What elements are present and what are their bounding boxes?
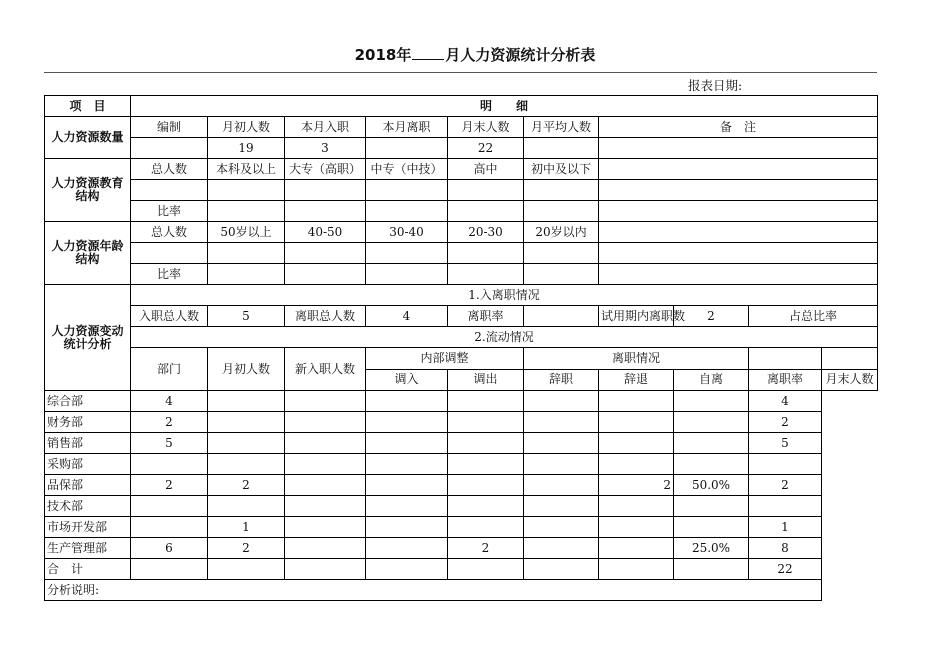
flow-resign-cell[interactable] [448,433,524,454]
flow-end-cell[interactable]: 5 [749,433,822,454]
table-row [45,454,878,475]
flow-resign-cell[interactable] [448,517,524,538]
flow-end-cell[interactable]: 1 [749,517,822,538]
flow-dismiss-cell[interactable] [524,496,599,517]
flow-start-cell[interactable]: 2 [131,475,208,496]
age-ratio-label: 比率 [131,264,208,285]
flow-new-cell[interactable] [208,391,285,412]
age-30-40: 30-40 [366,222,448,243]
flow-new-cell[interactable] [208,412,285,433]
cell[interactable] [208,243,285,264]
flow-resign-cell[interactable]: 2 [448,538,524,559]
flow-self-cell[interactable] [599,496,674,517]
flow-self-cell[interactable] [599,538,674,559]
flow-col-dismiss: 辞退 [599,369,674,391]
age-over-50: 50岁以上 [208,222,285,243]
cell[interactable] [524,264,599,285]
flow-rate-cell[interactable] [674,454,749,475]
age-section-label: 人力资源年龄结构 [45,222,131,285]
share-label: 占总比率 [749,306,878,327]
age-total: 总人数 [131,222,208,243]
flow-col-start: 月初人数 [208,348,285,391]
flow-out-cell[interactable] [366,496,448,517]
age-40-50: 40-50 [285,222,366,243]
cell[interactable] [285,180,366,201]
flow-end-cell[interactable]: 2 [749,412,822,433]
turnover-rate-label: 离职率 [448,306,524,327]
dept-name-cell: 生产管理部 [45,538,131,559]
flow-out-cell[interactable] [366,391,448,412]
flow-self-cell[interactable] [599,433,674,454]
dept-name-cell: 合 计 [45,559,131,580]
analysis-note[interactable]: 分析说明: [45,580,822,601]
flow-resign-cell[interactable] [448,412,524,433]
table-row [45,475,878,496]
flow-col-dept: 部门 [131,348,208,391]
value-month-end[interactable]: 22 [448,138,524,159]
flow-rate-cell[interactable] [674,517,749,538]
quantity-section-label: 人力资源数量 [45,117,131,159]
flow-in-cell[interactable] [285,559,366,580]
dept-name-cell: 销售部 [45,433,131,454]
cell[interactable] [599,201,878,222]
flow-end-cell[interactable] [749,496,822,517]
flow-rate-cell[interactable] [674,412,749,433]
edu-junior: 初中及以下 [524,159,599,180]
flow-col-new: 新入职人数 [285,348,366,391]
cell[interactable] [208,264,285,285]
flow-col-self: 自离 [674,369,749,391]
cell[interactable] [599,180,878,201]
edu-college: 大专（高职） [285,159,366,180]
cell[interactable] [285,201,366,222]
flow-col-in: 调入 [366,369,448,391]
age-20-30: 20-30 [448,222,524,243]
flow-end-cell[interactable]: 22 [749,559,822,580]
flow-end-cell[interactable]: 2 [749,475,822,496]
flow-out-cell[interactable] [366,538,448,559]
flow-in-cell[interactable] [285,433,366,454]
flow-end-cell[interactable] [749,454,822,475]
flow-resign-cell[interactable] [448,454,524,475]
table-row [45,412,878,433]
dept-name-cell: 市场开发部 [45,517,131,538]
flow-in-cell[interactable] [285,412,366,433]
flow-start-cell[interactable]: 5 [131,433,208,454]
probation-left-label: 试用期内离职数 [599,306,674,327]
cell[interactable] [131,180,208,201]
cell[interactable] [366,264,448,285]
flow-resign-cell[interactable] [448,496,524,517]
flow-in-cell[interactable] [285,496,366,517]
dept-name-cell: 财务部 [45,412,131,433]
table-row [45,496,878,517]
flow-self-cell[interactable] [599,454,674,475]
cell[interactable] [448,264,524,285]
flow-self-cell[interactable] [599,517,674,538]
col-month-average: 月平均人数 [524,117,599,138]
table-row [45,559,878,580]
flow-self-cell[interactable] [599,412,674,433]
title-divider [44,72,877,73]
flow-self-cell[interactable] [599,391,674,412]
flow-new-cell[interactable] [208,496,285,517]
col-month-joined: 本月入职 [285,117,366,138]
flow-end-cell[interactable]: 8 [749,538,822,559]
flow-out-cell[interactable] [366,517,448,538]
flow-end-cell[interactable]: 4 [749,391,822,412]
flow-new-cell[interactable]: 2 [208,538,285,559]
edu-ratio-label: 比率 [131,201,208,222]
turnover-rate-value[interactable] [524,306,599,327]
flow-start-cell[interactable]: 6 [131,538,208,559]
flow-rate-cell[interactable] [674,559,749,580]
col-month-start: 月初人数 [208,117,285,138]
col-month-left: 本月离职 [366,117,448,138]
report-date-label: 报表日期: [688,78,743,93]
joined-total-value[interactable]: 5 [208,306,285,327]
flow-dismiss-cell[interactable] [524,433,599,454]
value-month-start[interactable]: 19 [208,138,285,159]
entry-exit-title: 1.入离职情况 [131,285,878,306]
flow-dismiss-cell[interactable] [524,391,599,412]
header-detail: 明 细 [131,96,878,117]
cell[interactable] [366,201,448,222]
age-under-20: 20岁以内 [524,222,599,243]
flow-out-cell[interactable] [366,475,448,496]
cell[interactable] [131,243,208,264]
flow-title: 2.流动情况 [131,327,878,348]
cell[interactable] [366,180,448,201]
flow-dismiss-cell[interactable] [524,475,599,496]
cell[interactable] [208,180,285,201]
flow-in-cell[interactable] [285,517,366,538]
flow-rate-cell[interactable] [674,433,749,454]
flow-new-cell[interactable] [208,559,285,580]
flow-col-end: 月末人数 [822,369,878,391]
flow-col-rate: 离职率 [749,369,822,391]
cell[interactable] [524,180,599,201]
cell[interactable] [448,201,524,222]
joined-total-label: 入职总人数 [131,306,208,327]
value-month-joined[interactable]: 3 [285,138,366,159]
flow-start-cell[interactable]: 2 [131,412,208,433]
flow-start-cell[interactable] [131,517,208,538]
flow-in-cell[interactable] [285,391,366,412]
flow-resign-cell[interactable] [448,391,524,412]
flow-col-internal: 内部调整 [366,348,524,370]
flow-new-cell[interactable] [208,433,285,454]
cell[interactable] [366,243,448,264]
title-suffix: 月人力资源统计分析表 [445,46,596,64]
table-row [45,538,878,559]
cell[interactable] [285,264,366,285]
flow-rate-cell[interactable]: 25.0% [674,538,749,559]
dept-name-cell: 技术部 [45,496,131,517]
flow-rate-cell[interactable]: 50.0% [674,475,749,496]
cell[interactable] [131,138,208,159]
flow-out-cell[interactable] [366,559,448,580]
change-section-label: 人力资源变动统计分析 [45,285,131,391]
table-row [45,433,878,454]
cell [749,348,822,370]
sheet-title [0,44,950,65]
left-total-label: 离职总人数 [285,306,366,327]
dept-name-cell: 综合部 [45,391,131,412]
education-section-label: 人力资源教育结构 [45,159,131,222]
flow-self-cell[interactable] [599,559,674,580]
cell[interactable] [524,243,599,264]
month-blank[interactable] [412,46,444,60]
edu-total: 总人数 [131,159,208,180]
flow-new-cell[interactable]: 2 [208,475,285,496]
cell[interactable] [524,138,599,159]
flow-start-cell[interactable] [131,559,208,580]
table-row [45,517,878,538]
hr-statistics-table [44,95,878,601]
cell[interactable] [366,138,448,159]
dept-name-cell: 采购部 [45,454,131,475]
cell[interactable] [599,264,878,285]
flow-in-cell[interactable] [285,475,366,496]
edu-bachelor: 本科及以上 [208,159,285,180]
flow-start-cell[interactable]: 4 [131,391,208,412]
flow-dismiss-cell[interactable] [524,538,599,559]
header-item: 项 目 [45,96,131,117]
probation-left-value[interactable]: 2 [674,306,749,327]
flow-out-cell[interactable] [366,412,448,433]
flow-dismiss-cell[interactable] [524,454,599,475]
flow-start-cell[interactable] [131,496,208,517]
flow-self-cell[interactable]: 2 [599,475,674,496]
flow-resign-cell[interactable] [448,475,524,496]
flow-dismiss-cell[interactable] [524,559,599,580]
flow-col-resign: 辞职 [524,369,599,391]
edu-technical: 中专（中技） [366,159,448,180]
edu-high-school: 高中 [448,159,524,180]
flow-col-out: 调出 [448,369,524,391]
flow-rate-cell[interactable] [674,391,749,412]
table-row [45,391,878,412]
left-total-value[interactable]: 4 [366,306,448,327]
col-remarks: 备 注 [599,117,878,138]
flow-dismiss-cell[interactable] [524,412,599,433]
flow-out-cell[interactable] [366,454,448,475]
cell[interactable] [599,138,878,159]
cell[interactable] [208,201,285,222]
flow-in-cell[interactable] [285,454,366,475]
flow-new-cell[interactable] [208,454,285,475]
flow-in-cell[interactable] [285,538,366,559]
flow-resign-cell[interactable] [448,559,524,580]
cell[interactable] [599,159,878,180]
title-year: 2018年 [354,46,412,64]
cell[interactable] [524,201,599,222]
flow-rate-cell[interactable] [674,496,749,517]
col-month-end: 月末人数 [448,117,524,138]
flow-start-cell[interactable] [131,454,208,475]
flow-out-cell[interactable] [366,433,448,454]
cell[interactable] [448,243,524,264]
cell[interactable] [285,243,366,264]
cell [822,348,878,370]
cell[interactable] [599,243,878,264]
cell[interactable] [448,180,524,201]
dept-name-cell: 品保部 [45,475,131,496]
cell[interactable] [599,222,878,243]
flow-dismiss-cell[interactable] [524,517,599,538]
col-headcount-plan: 编制 [131,117,208,138]
flow-new-cell[interactable]: 1 [208,517,285,538]
flow-col-leave: 离职情况 [524,348,749,370]
